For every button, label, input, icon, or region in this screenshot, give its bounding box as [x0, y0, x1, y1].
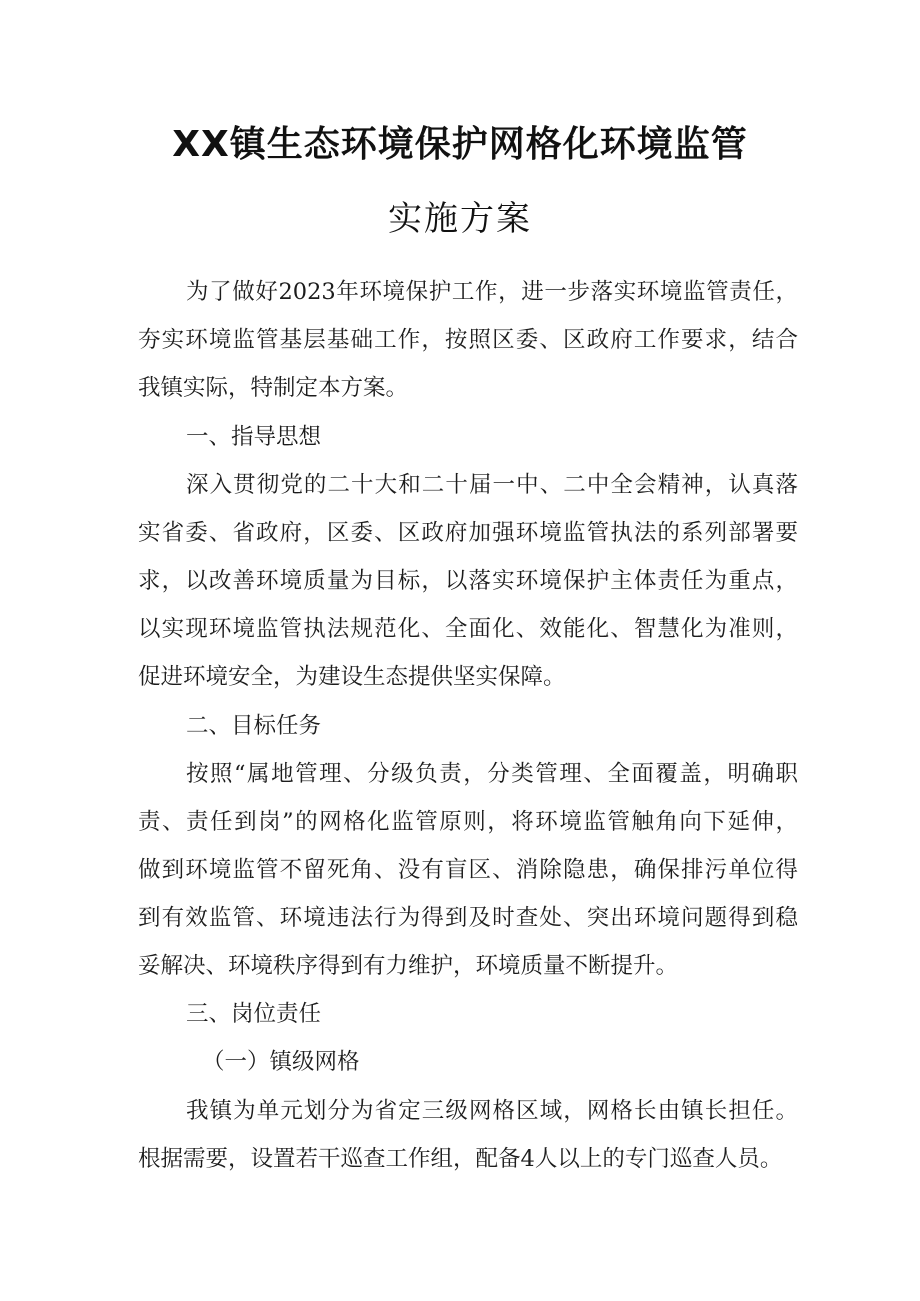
section-heading: 一、指导思想 [186, 424, 322, 450]
section-heading: 三、岗位责任 [186, 1001, 322, 1027]
paragraph-line: 夯实环境监管基层基础工作，按照区委、区政府工作要求，结合 [138, 327, 798, 353]
paragraph-line: 根据需要，设置若干巡查工作组，配备4人以上的专门巡查人员。 [138, 1146, 783, 1172]
paragraph-line: 做到环境监管不留死角、没有盲区、消除隐患，确保排污单位得 [138, 857, 798, 883]
paragraph-line: 求，以改善环境质量为目标，以落实环境保护主体责任为重点， [138, 568, 798, 594]
paragraph-line: 到有效监管、环境违法行为得到及时查处、突出环境问题得到稳 [138, 905, 798, 931]
paragraph-line: 深入贯彻党的二十大和二十届一中、二中全会精神，认真落 [186, 472, 798, 498]
paragraph-line: 促进环境安全，为建设生态提供坚实保障。 [138, 664, 566, 690]
section-heading: 二、目标任务 [186, 713, 322, 739]
paragraph-line: 妥解决、环境秩序得到有力维护，环境质量不断提升。 [138, 953, 679, 979]
paragraph-line: 实省委、省政府，区委、区政府加强环境监管执法的系列部署要 [138, 520, 798, 546]
paragraph-line: 按照“属地管理、分级负责，分类管理、全面覆盖，明确职 [186, 761, 798, 787]
subsection-heading: （一）镇级网格 [202, 1049, 360, 1075]
paragraph-line: 我镇为单元划分为省定三级网格区域，网格长由镇长担任。 [186, 1098, 798, 1124]
paragraph-line: 以实现环境监管执法规范化、全面化、效能化、智慧化为准则， [138, 616, 798, 642]
paragraph-line: 我镇实际，特制定本方案。 [138, 375, 409, 401]
document-title-line-2: 实施方案 [388, 199, 532, 239]
paragraph-line: 责、责任到岗”的网格化监管原则，将环境监管触角向下延伸， [138, 809, 798, 835]
paragraph-line: 为了做好2023年环境保护工作，进一步落实环境监管责任， [186, 279, 798, 305]
document-title-line-1: XX镇生态环境保护网格化环境监管 [172, 124, 748, 165]
